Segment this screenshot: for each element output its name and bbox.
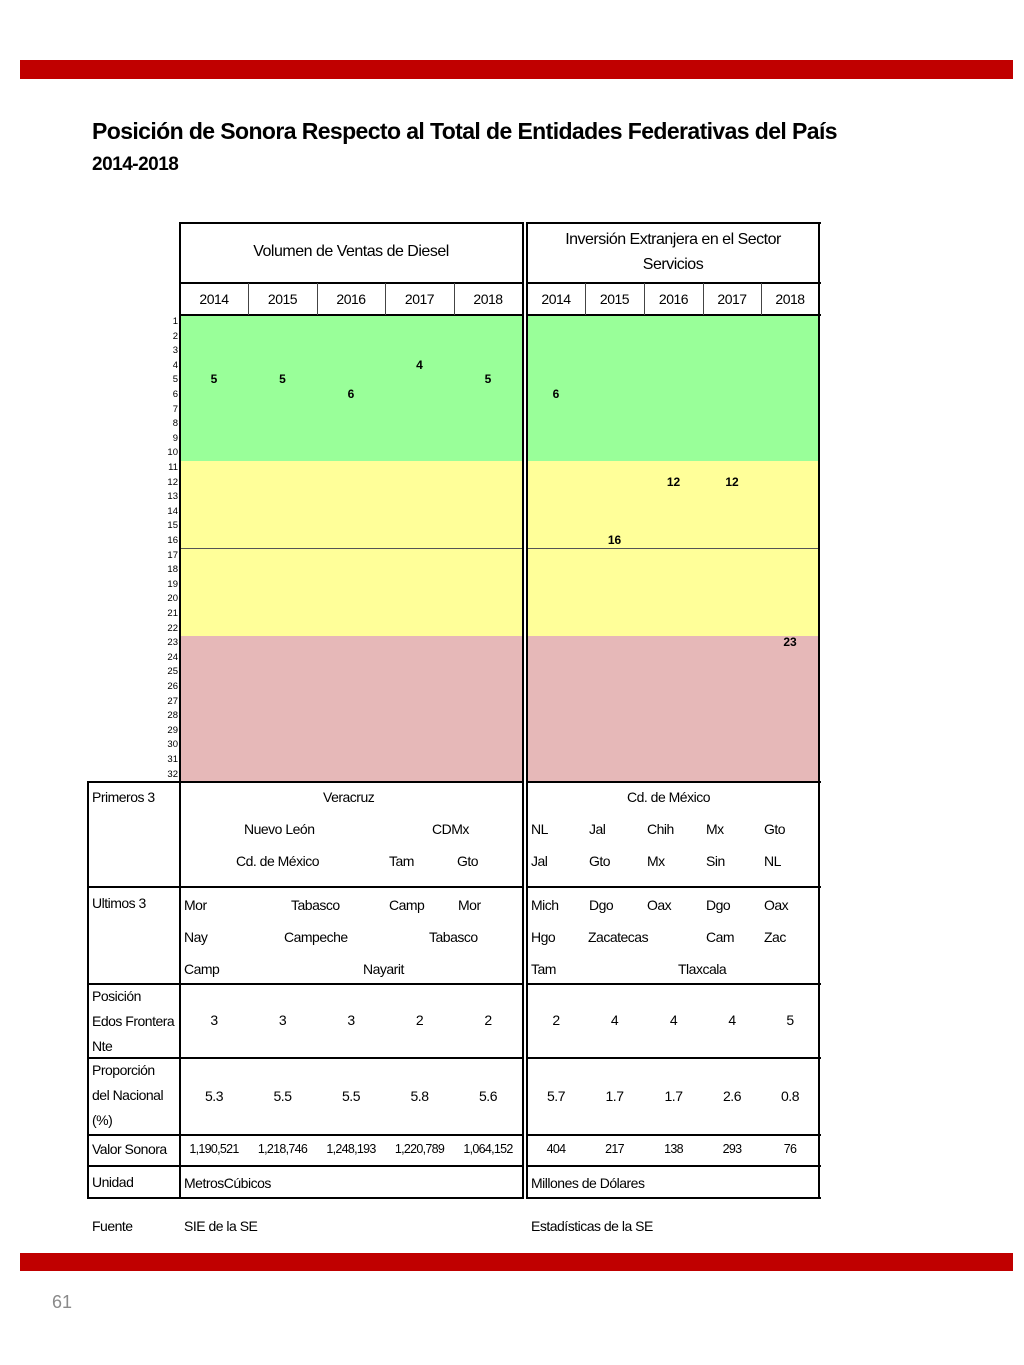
primeros-right: Gto <box>589 853 611 869</box>
ultimos-right: Hgo <box>531 929 556 945</box>
posicion-value-left: 2 <box>484 1012 492 1028</box>
posicion-value-left: 3 <box>210 1012 218 1028</box>
rank-label: 1 <box>172 316 178 327</box>
unidad-left: MetrosCúbicos <box>184 1175 271 1191</box>
grid-line <box>526 1134 821 1136</box>
label-valor: Valor Sonora <box>92 1141 167 1157</box>
grid-line <box>179 314 524 316</box>
posicion-value-left: 2 <box>415 1012 424 1028</box>
page-subtitle: 2014-2018 <box>92 154 179 175</box>
position-value-right: 16 <box>607 533 622 547</box>
grid-line <box>526 282 821 284</box>
rank-label: 3 <box>172 345 178 357</box>
year-header-left: 2015 <box>267 291 298 307</box>
grid-line <box>87 886 524 888</box>
ultimos-right: Tlaxcala <box>678 961 727 977</box>
rank-label: 11 <box>168 462 178 473</box>
posicion-value-right: 4 <box>728 1012 736 1028</box>
position-value-left: 6 <box>347 387 355 401</box>
label-ultimos: Ultimos 3 <box>92 895 146 911</box>
grid-line <box>87 781 89 1199</box>
posicion-value-right: 2 <box>552 1012 560 1028</box>
ultimos-right: Cam <box>706 929 735 945</box>
rank-label: 28 <box>167 710 178 722</box>
page-number: 61 <box>52 1292 73 1312</box>
proporcion-value-right: 2.6 <box>723 1088 741 1104</box>
proporcion-value-right: 5.7 <box>547 1088 565 1104</box>
section-title-right-line2: Servicios <box>642 256 704 273</box>
proporcion-value-left: 5.3 <box>205 1088 223 1104</box>
position-value-right: 12 <box>666 474 681 489</box>
label-posicion: Posición <box>92 988 141 1004</box>
rank-label: 15 <box>167 520 178 532</box>
primeros-right: Mx <box>706 821 724 837</box>
proporcion-value-right: 1.7 <box>605 1088 624 1104</box>
primeros-right: NL <box>764 853 781 869</box>
page-title: Posición de Sonora Respecto al Total de Entidades Federativas del País <box>92 118 837 144</box>
grid-line <box>526 781 821 783</box>
rank-label: 16 <box>167 535 178 546</box>
grid-line <box>644 283 645 315</box>
position-value-right: 12 <box>725 474 739 489</box>
grid-line <box>526 314 821 316</box>
proporcion-value-left: 5.5 <box>273 1088 292 1104</box>
grid-line <box>87 1134 524 1136</box>
unidad-right: Millones de Dólares <box>531 1175 645 1191</box>
valor-value-right: 217 <box>605 1142 624 1156</box>
ultimos-right: Oax <box>764 897 789 913</box>
primeros-left: Tam <box>389 853 414 869</box>
rank-label: 6 <box>172 389 178 400</box>
rank-label: 7 <box>172 403 178 415</box>
fuente-left: SIE de la SE <box>184 1218 258 1234</box>
rank-label: 17 <box>167 549 178 561</box>
label-unidad: Unidad <box>92 1174 134 1190</box>
valor-value-left: 1,248,193 <box>326 1142 376 1156</box>
primeros-left: Veracruz <box>323 789 375 805</box>
primeros-left: CDMx <box>432 821 469 837</box>
posicion-value-right: 5 <box>786 1012 794 1028</box>
primeros-right: Chih <box>647 821 674 837</box>
primeros-right: Cd. de México <box>627 789 710 805</box>
zone-red-right <box>527 636 819 782</box>
zone-divider <box>527 548 819 549</box>
year-header-right: 2015 <box>599 291 630 307</box>
rank-label: 12 <box>167 476 178 488</box>
primeros-left: Nuevo León <box>244 821 315 837</box>
proporcion-value-left: 5.5 <box>342 1088 360 1104</box>
ultimos-right: Tam <box>531 961 556 977</box>
ultimos-left: Campeche <box>284 929 348 945</box>
label-primeros: Primeros 3 <box>92 789 155 805</box>
grid-line <box>522 222 524 1199</box>
proporcion-value-right: 0.8 <box>781 1088 799 1104</box>
grid-line <box>761 283 762 315</box>
grid-line <box>87 1197 524 1199</box>
zone-divider <box>180 548 522 549</box>
label-proporcion: Proporción <box>92 1062 155 1078</box>
valor-value-left: 1,190,521 <box>189 1142 239 1156</box>
grid-line <box>87 983 524 985</box>
grid-line <box>454 283 455 315</box>
rank-label: 10 <box>167 447 178 459</box>
position-value-left: 5 <box>484 372 492 387</box>
year-header-right: 2017 <box>717 291 747 307</box>
year-header-left: 2016 <box>336 291 366 307</box>
valor-value-right: 293 <box>722 1142 742 1156</box>
primeros-right: Jal <box>589 821 606 837</box>
valor-value-right: 404 <box>546 1142 566 1156</box>
grid-line <box>526 1057 821 1059</box>
rank-label: 32 <box>167 768 178 780</box>
rank-label: 4 <box>172 359 178 371</box>
year-header-left: 2017 <box>404 291 435 307</box>
ultimos-right: Dgo <box>706 897 731 913</box>
rank-label: 20 <box>167 593 178 605</box>
year-header-left: 2014 <box>199 291 229 307</box>
ultimos-left: Nay <box>184 929 208 945</box>
top-red-bar <box>20 60 1013 79</box>
rank-label: 18 <box>167 564 178 576</box>
primeros-left: Gto <box>457 853 479 869</box>
ultimos-right: Zacatecas <box>588 929 649 945</box>
rank-label: 14 <box>167 505 178 517</box>
zone-red-left <box>180 636 522 782</box>
rank-label: 23 <box>167 637 178 649</box>
primeros-right: Jal <box>531 853 548 869</box>
valor-value-left: 1,220,789 <box>394 1142 445 1156</box>
label-posicion: Edos Frontera <box>92 1013 175 1029</box>
rank-label: 22 <box>167 622 178 634</box>
grid-line <box>317 283 318 315</box>
valor-value-left: 1,064,152 <box>463 1142 513 1156</box>
grid-line <box>526 222 528 1199</box>
grid-line <box>526 1197 821 1199</box>
grid-line <box>87 1057 524 1059</box>
ultimos-left: Tabasco <box>291 897 340 913</box>
ultimos-right: Dgo <box>589 897 614 913</box>
grid-line <box>179 282 524 284</box>
position-value-right: 23 <box>783 635 797 650</box>
grid-line <box>248 283 249 315</box>
grid-line <box>703 283 704 315</box>
grid-line <box>87 1165 524 1167</box>
rank-label: 27 <box>167 695 178 707</box>
grid-line <box>179 222 524 224</box>
ultimos-left: Camp <box>389 897 425 913</box>
grid-line <box>385 283 386 315</box>
proporcion-value-left: 5.6 <box>479 1088 497 1104</box>
rank-label: 2 <box>172 330 178 342</box>
ultimos-left: Camp <box>184 961 220 977</box>
bottom-red-bar <box>20 1253 1013 1271</box>
rank-label: 29 <box>167 724 178 736</box>
valor-value-right: 76 <box>783 1142 797 1156</box>
rank-label: 5 <box>172 374 178 386</box>
rank-label: 9 <box>172 432 178 444</box>
rank-label: 24 <box>167 651 178 663</box>
primeros-right: Gto <box>764 821 786 837</box>
posicion-value-left: 3 <box>278 1012 287 1028</box>
ultimos-right: Zac <box>764 929 786 945</box>
rank-label: 26 <box>167 681 178 692</box>
ultimos-right: Oax <box>647 897 672 913</box>
ultimos-left: Mor <box>184 897 207 913</box>
position-value-left: 5 <box>210 372 218 387</box>
primeros-right: Mx <box>647 853 665 869</box>
year-header-right: 2018 <box>775 291 805 307</box>
year-header-right: 2016 <box>658 291 689 307</box>
rank-label: 30 <box>167 739 178 751</box>
label-posicion: Nte <box>92 1038 113 1054</box>
proporcion-value-right: 1.7 <box>664 1088 683 1104</box>
primeros-right: NL <box>531 821 548 837</box>
grid-line <box>179 222 181 1199</box>
grid-line <box>585 283 586 315</box>
rank-label: 13 <box>167 491 178 503</box>
primeros-right: Sin <box>706 853 725 869</box>
year-header-left: 2018 <box>473 291 503 307</box>
posicion-value-right: 4 <box>669 1012 678 1028</box>
grid-line <box>526 1165 821 1167</box>
section-title-left: Volumen de Ventas de Diesel <box>253 243 449 260</box>
position-value-left: 4 <box>416 357 423 372</box>
grid-line <box>526 886 821 888</box>
grid-line <box>526 222 821 224</box>
label-proporcion: (%) <box>92 1112 113 1128</box>
rank-label: 19 <box>167 578 178 590</box>
ultimos-right: Mich <box>531 897 559 913</box>
section-title-right-line1: Inversión Extranjera en el Sector <box>565 231 781 248</box>
rank-label: 25 <box>167 666 178 678</box>
grid-line <box>526 983 821 985</box>
position-value-left: 5 <box>279 372 286 387</box>
rank-label: 31 <box>167 754 178 765</box>
year-header-right: 2014 <box>541 291 571 307</box>
posicion-value-left: 3 <box>347 1012 355 1028</box>
valor-value-right: 138 <box>664 1142 683 1156</box>
fuente-right: Estadísticas de la SE <box>531 1218 653 1234</box>
proporcion-value-left: 5.8 <box>410 1088 429 1104</box>
grid-line <box>818 222 820 1199</box>
primeros-left: Cd. de México <box>236 853 319 869</box>
position-value-right: 6 <box>552 387 560 401</box>
ultimos-left: Tabasco <box>429 929 478 945</box>
posicion-value-right: 4 <box>610 1012 619 1028</box>
label-proporcion: del Nacional <box>92 1087 164 1103</box>
ultimos-left: Mor <box>458 897 481 913</box>
ultimos-left: Nayarit <box>363 961 404 977</box>
grid-line <box>87 781 524 783</box>
rank-label: 8 <box>172 418 178 430</box>
label-fuente: Fuente <box>92 1218 133 1234</box>
rank-label: 21 <box>167 608 178 619</box>
valor-value-left: 1,218,746 <box>257 1142 308 1156</box>
